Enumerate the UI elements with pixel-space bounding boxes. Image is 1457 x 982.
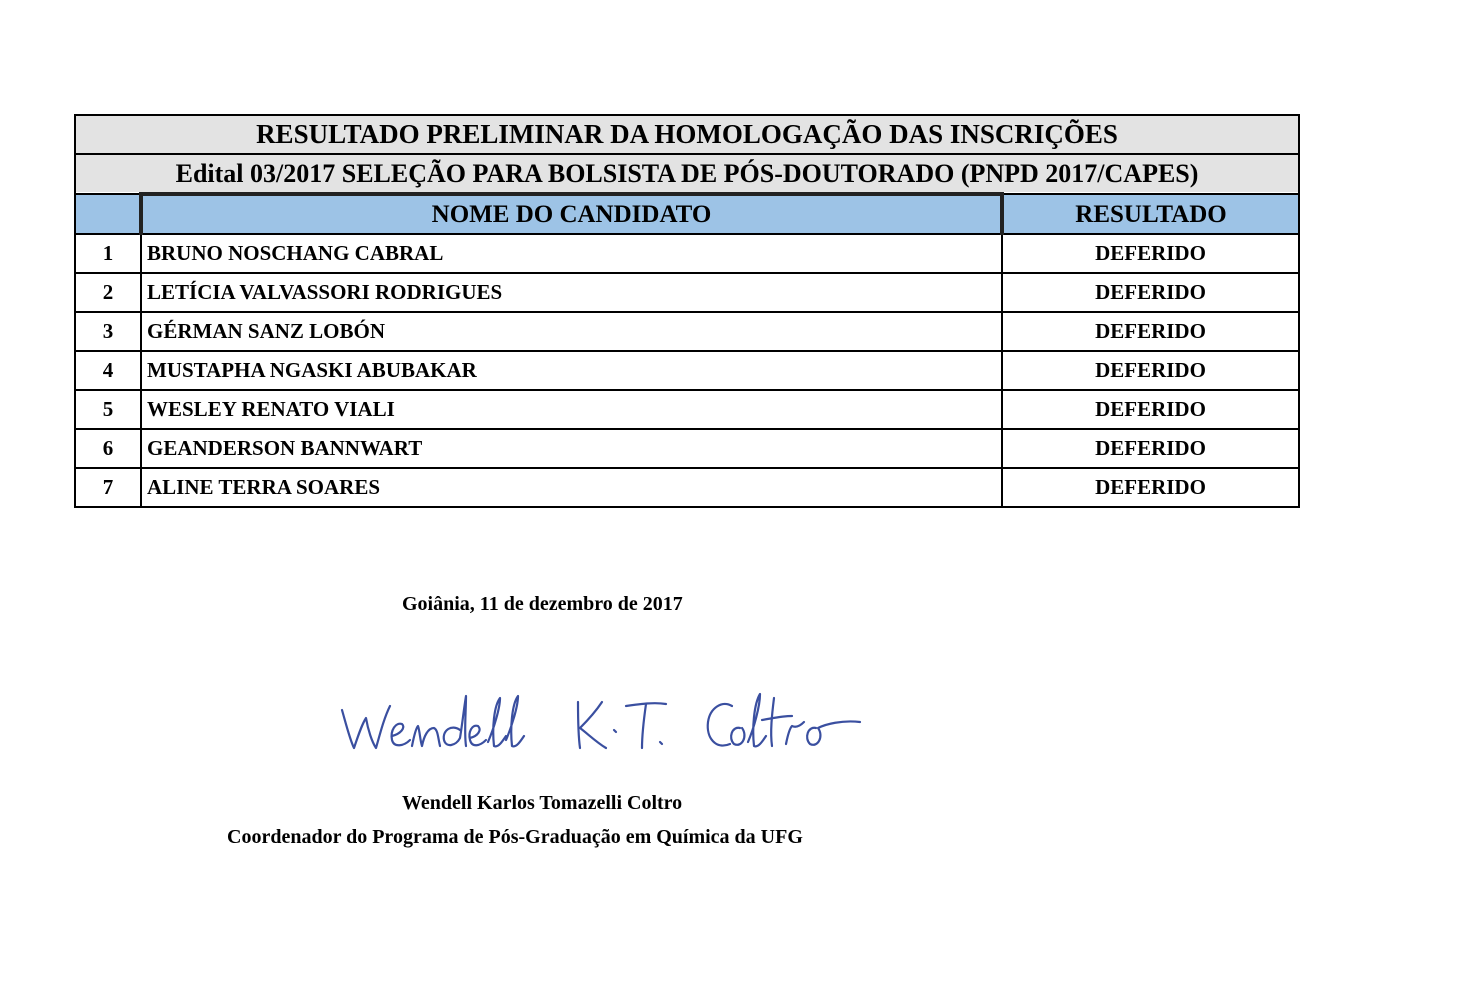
table-row bbox=[75, 429, 1299, 468]
candidate-result: DEFERIDO bbox=[1002, 351, 1299, 390]
subtitle-row bbox=[75, 154, 1299, 194]
handwritten-signature bbox=[330, 672, 880, 762]
candidate-name: MUSTAPHA NGASKI ABUBAKAR bbox=[141, 351, 1002, 390]
place-date: Goiânia, 11 de dezembro de 2017 bbox=[402, 593, 683, 615]
candidate-result: DEFERIDO bbox=[1002, 312, 1299, 351]
row-number: 5 bbox=[75, 390, 141, 429]
title-row bbox=[75, 115, 1299, 154]
table-title: RESULTADO PRELIMINAR DA HOMOLOGAÇÃO DAS INSCRIÇÕES bbox=[75, 115, 1299, 154]
candidate-result: DEFERIDO bbox=[1002, 273, 1299, 312]
candidate-result: DEFERIDO bbox=[1002, 234, 1299, 273]
candidate-result: DEFERIDO bbox=[1002, 468, 1299, 507]
table-row bbox=[75, 273, 1299, 312]
candidate-name: GEANDERSON BANNWART bbox=[141, 429, 1002, 468]
results-table-body bbox=[75, 115, 1299, 507]
row-number: 1 bbox=[75, 234, 141, 273]
table-row bbox=[75, 390, 1299, 429]
header-row bbox=[75, 194, 1299, 234]
candidate-name: ALINE TERRA SOARES bbox=[141, 468, 1002, 507]
signer-name: Wendell Karlos Tomazelli Coltro bbox=[402, 792, 683, 814]
row-number: 2 bbox=[75, 273, 141, 312]
table-row bbox=[75, 312, 1299, 351]
name-column-header: NOME DO CANDIDATO bbox=[141, 194, 1002, 234]
number-column-header bbox=[75, 194, 141, 234]
row-number: 3 bbox=[75, 312, 141, 351]
signature-strokes bbox=[342, 694, 860, 748]
candidate-result: DEFERIDO bbox=[1002, 390, 1299, 429]
table-row bbox=[75, 351, 1299, 390]
candidate-result: DEFERIDO bbox=[1002, 429, 1299, 468]
candidate-name: WESLEY RENATO VIALI bbox=[141, 390, 1002, 429]
candidate-name: LETÍCIA VALVASSORI RODRIGUES bbox=[141, 273, 1002, 312]
row-number: 4 bbox=[75, 351, 141, 390]
table-row bbox=[75, 234, 1299, 273]
row-number: 7 bbox=[75, 468, 141, 507]
table-subtitle: Edital 03/2017 SELEÇÃO PARA BOLSISTA DE PÓS-DOUTORADO (PNPD 2017/CAPES) bbox=[75, 154, 1299, 194]
signer-role: Coordenador do Programa de Pós-Graduação em Química da UFG bbox=[227, 826, 803, 848]
row-number: 6 bbox=[75, 429, 141, 468]
result-column-header: RESULTADO bbox=[1002, 194, 1299, 234]
candidate-name: BRUNO NOSCHANG CABRAL bbox=[141, 234, 1002, 273]
candidate-name: GÉRMAN SANZ LOBÓN bbox=[141, 312, 1002, 351]
results-table bbox=[74, 114, 1300, 508]
table-row bbox=[75, 468, 1299, 507]
